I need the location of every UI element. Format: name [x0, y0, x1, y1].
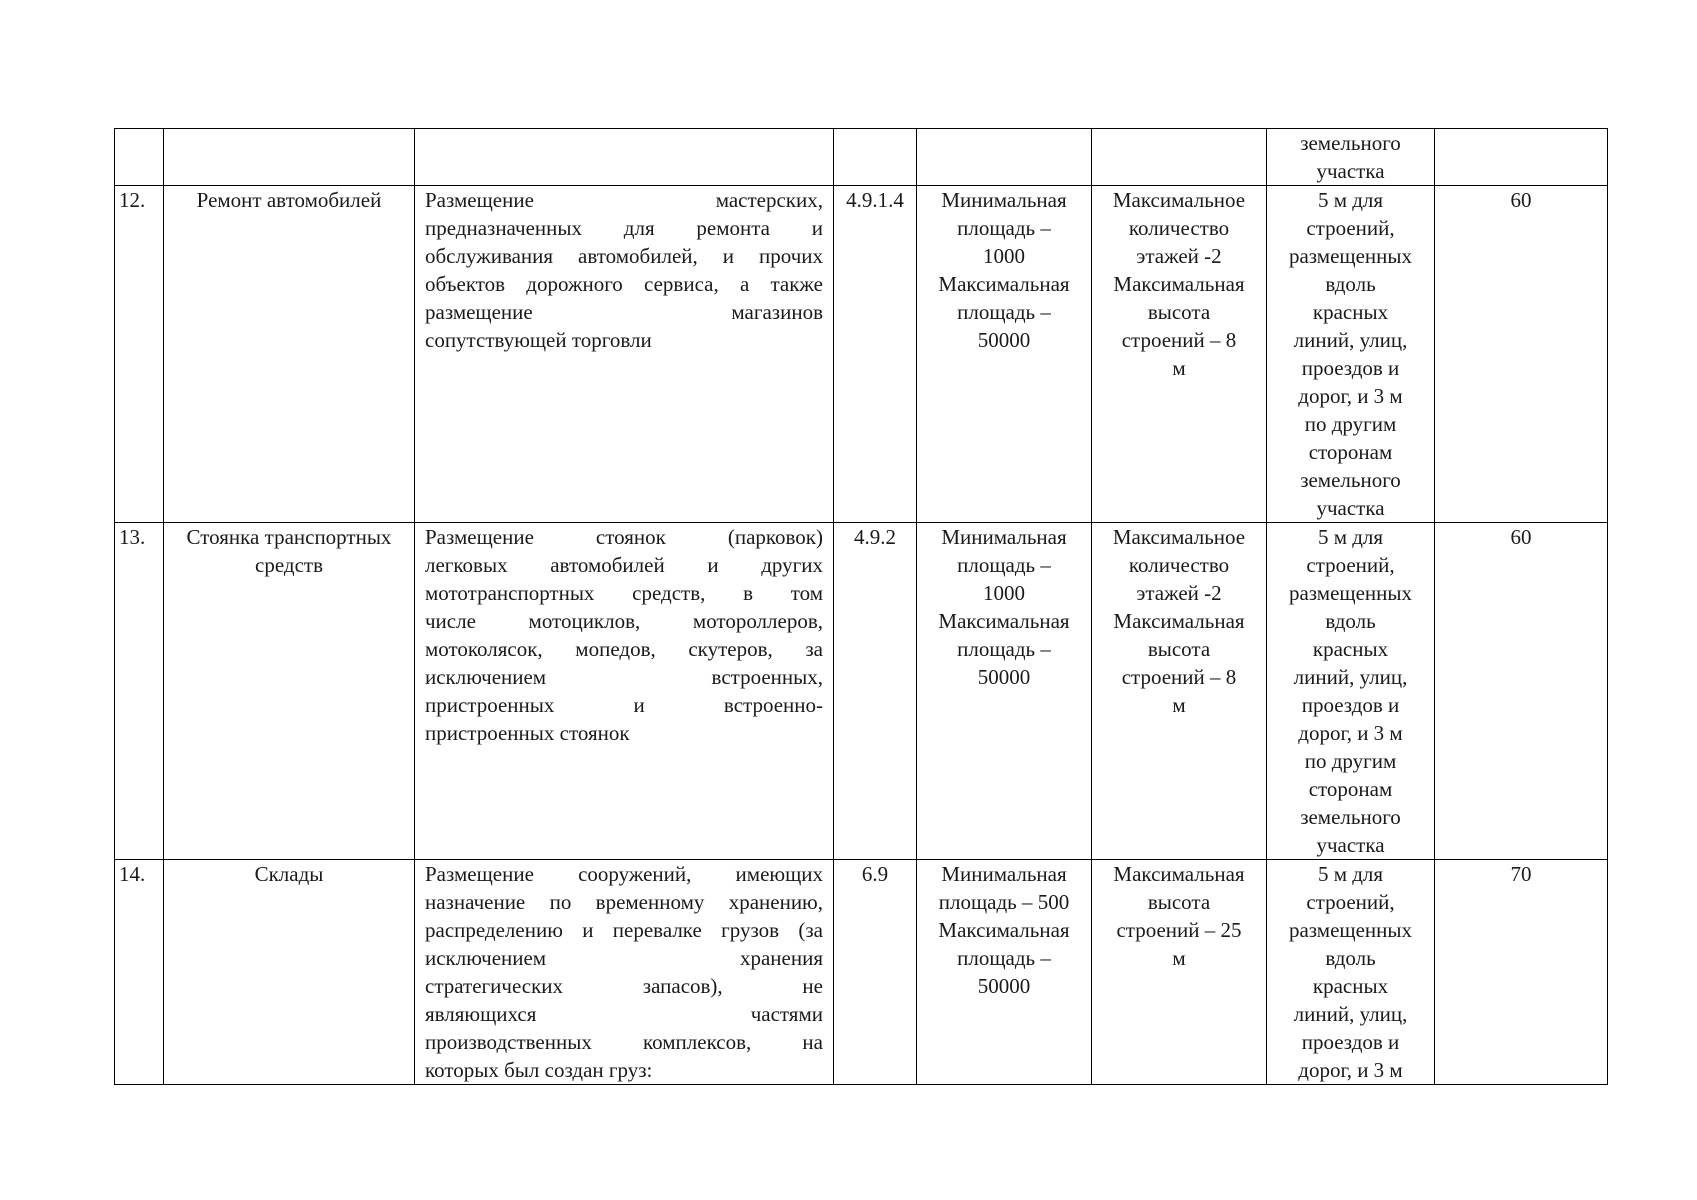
cell-number [115, 129, 164, 186]
cell-floors [1092, 186, 1267, 523]
floors-line: строений – 25 [1116, 918, 1242, 942]
area-line: Максимальная [938, 918, 1070, 942]
setback-line: красных [1312, 637, 1389, 661]
setback-line: линий, улиц, [1293, 665, 1408, 689]
description-line: Размещение мастерских, [425, 188, 823, 212]
floors-line: Максимальное [1112, 188, 1246, 212]
name-line: Склады [254, 862, 324, 886]
cell-name [164, 186, 415, 523]
setback-line: проездов и [1301, 356, 1400, 380]
cell-setback [1267, 129, 1435, 186]
cell-name [164, 523, 415, 860]
setback-line: проездов и [1301, 693, 1400, 717]
area-line: 1000 [983, 244, 1025, 268]
setback-line: участка [1316, 159, 1385, 183]
description-line: исключением встроенных, [425, 665, 823, 689]
cell-floors [1092, 860, 1267, 1085]
floors-line: этажей -2 [1136, 581, 1222, 605]
description-line: пристроенных и встроенно- [425, 693, 823, 717]
area-line: Максимальная [938, 609, 1070, 633]
setback-line: участка [1316, 833, 1385, 857]
cell-setback [1267, 186, 1435, 523]
cell-number: 13. [115, 523, 164, 860]
setback-line: земельного [1300, 805, 1401, 829]
cell-number: 14. [115, 860, 164, 1085]
floors-line: количество [1128, 553, 1230, 577]
setback-line: линий, улиц, [1293, 1002, 1408, 1026]
description-line: назначение по временному хранению, [425, 890, 823, 914]
table-row [115, 523, 1608, 860]
setback-line: линий, улиц, [1293, 328, 1408, 352]
area-line: 50000 [977, 974, 1031, 998]
area-line: 1000 [983, 581, 1025, 605]
description-line: производственных комплексов, на [425, 1030, 823, 1054]
setback-line: проездов и [1301, 1030, 1400, 1054]
floors-line: строений – 8 [1121, 665, 1237, 689]
description-line: предназначенных для ремонта и [425, 216, 823, 240]
setback-line: 5 м для [1317, 188, 1384, 212]
cell-area [917, 129, 1092, 186]
cell-area [917, 523, 1092, 860]
setback-line: дорог, и 3 м [1298, 384, 1403, 408]
cell-setback [1267, 523, 1435, 860]
description-line: являющихся частями [425, 1002, 823, 1026]
setback-line: размещенных [1288, 581, 1412, 605]
setback-line: вдоль [1325, 272, 1376, 296]
area-line: Минимальная [941, 862, 1067, 886]
cell-name [164, 129, 415, 186]
area-line: 50000 [977, 328, 1031, 352]
area-line: площадь – [957, 946, 1051, 970]
cell-percent [1435, 129, 1608, 186]
setback-line: размещенных [1288, 244, 1412, 268]
setback-line: вдоль [1325, 609, 1376, 633]
cell-description [415, 186, 834, 523]
description-line: легковых автомобилей и других [425, 553, 823, 577]
setback-line: размещенных [1288, 918, 1412, 942]
cell-floors [1092, 129, 1267, 186]
area-line: площадь – [957, 637, 1051, 661]
description-line: которых был создан груз: [425, 1058, 653, 1082]
cell-description [415, 523, 834, 860]
description-line: числе мотоциклов, мотороллеров, [425, 609, 823, 633]
floors-line: Максимальное [1112, 525, 1246, 549]
zoning-table [114, 128, 1608, 1085]
area-line: площадь – [957, 300, 1051, 324]
area-line: Минимальная [941, 188, 1067, 212]
cell-number: 12. [115, 186, 164, 523]
description-line: пристроенных стоянок [425, 721, 630, 745]
area-line: Максимальная [938, 272, 1070, 296]
setback-line: по другим [1304, 749, 1397, 773]
document-page [114, 128, 1608, 1085]
setback-line: сторонам [1308, 440, 1393, 464]
name-line: Стоянка транспортных [186, 525, 392, 549]
description-line: сопутствующей торговли [425, 328, 652, 352]
cell-description [415, 129, 834, 186]
area-line: 50000 [977, 665, 1031, 689]
setback-line: дорог, и 3 м [1298, 1058, 1403, 1082]
floors-line: м [1172, 946, 1186, 970]
description-line: объектов дорожного сервиса, а также [425, 272, 823, 296]
setback-line: вдоль [1325, 946, 1376, 970]
name-line: Ремонт автомобилей [196, 188, 382, 212]
setback-line: по другим [1304, 412, 1397, 436]
setback-line: красных [1312, 974, 1389, 998]
cell-description [415, 860, 834, 1085]
table-body [115, 129, 1608, 1085]
description-line: Размещение стоянок (парковок) [425, 525, 823, 549]
setback-line: 5 м для [1317, 862, 1384, 886]
area-line: площадь – [957, 216, 1051, 240]
setback-line: земельного [1300, 468, 1401, 492]
cell-percent: 60 [1435, 523, 1608, 860]
floors-line: Максимальная [1113, 272, 1245, 296]
setback-line: сторонам [1308, 777, 1393, 801]
floors-line: строений – 8 [1121, 328, 1237, 352]
description-line: стратегических запасов), не [425, 974, 823, 998]
cell-area [917, 860, 1092, 1085]
setback-line: строений, [1306, 890, 1395, 914]
cell-floors [1092, 523, 1267, 860]
description-line: Размещение сооружений, имеющих [425, 862, 823, 886]
floors-line: высота [1147, 637, 1211, 661]
setback-line: дорог, и 3 м [1298, 721, 1403, 745]
cell-percent: 60 [1435, 186, 1608, 523]
cell-setback [1267, 860, 1435, 1085]
floors-line: м [1172, 356, 1186, 380]
area-line: площадь – [957, 553, 1051, 577]
floors-line: этажей -2 [1136, 244, 1222, 268]
area-line: Минимальная [941, 525, 1067, 549]
area-line: площадь – 500 [938, 890, 1070, 914]
setback-line: участка [1316, 496, 1385, 520]
setback-line: красных [1312, 300, 1389, 324]
floors-line: количество [1128, 216, 1230, 240]
cell-code: 4.9.1.4 [834, 186, 917, 523]
table-row-continuation [115, 129, 1608, 186]
setback-line: строений, [1306, 216, 1395, 240]
description-line: обслуживания автомобилей, и прочих [425, 244, 823, 268]
description-line: исключением хранения [425, 946, 823, 970]
table-row [115, 860, 1608, 1085]
description-line: распределению и перевалке грузов (за [425, 918, 823, 942]
setback-line: строений, [1306, 553, 1395, 577]
floors-line: Максимальная [1113, 862, 1245, 886]
cell-percent: 70 [1435, 860, 1608, 1085]
cell-code: 6.9 [834, 860, 917, 1085]
cell-area [917, 186, 1092, 523]
setback-line: земельного [1300, 131, 1401, 155]
floors-line: Максимальная [1113, 609, 1245, 633]
table-row [115, 186, 1608, 523]
cell-code: 4.9.2 [834, 523, 917, 860]
floors-line: высота [1147, 300, 1211, 324]
floors-line: м [1172, 693, 1186, 717]
cell-code [834, 129, 917, 186]
description-line: мотоколясок, мопедов, скутеров, за [425, 637, 823, 661]
description-line: мототранспортных средств, в том [425, 581, 823, 605]
name-line: средств [255, 553, 323, 577]
cell-name [164, 860, 415, 1085]
floors-line: высота [1147, 890, 1211, 914]
description-line: размещение магазинов [425, 300, 823, 324]
setback-line: 5 м для [1317, 525, 1384, 549]
